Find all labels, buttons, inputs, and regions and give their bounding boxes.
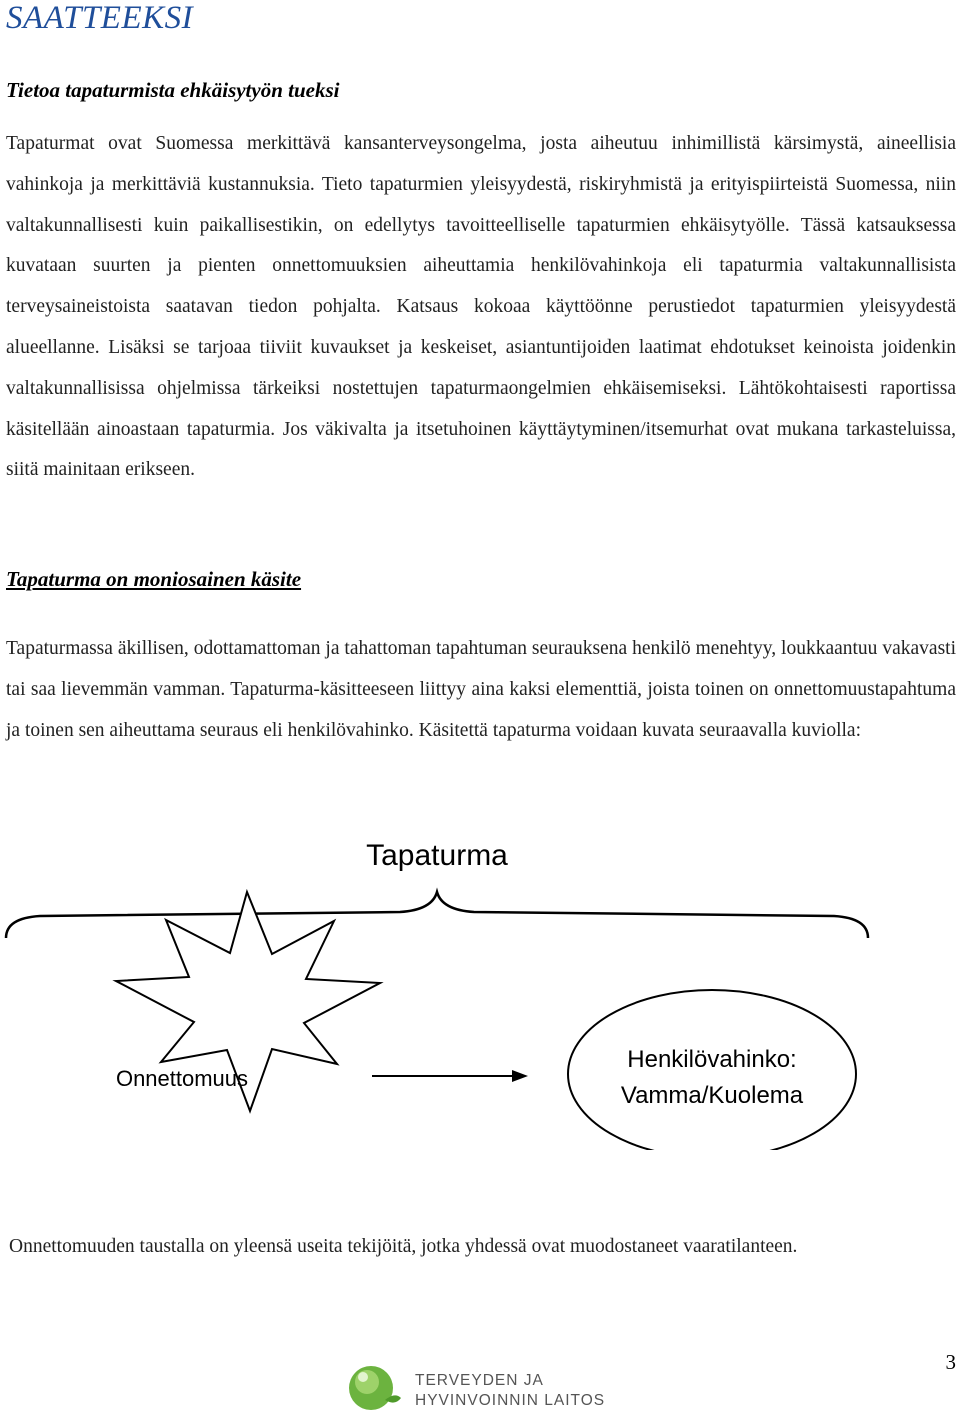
- section-heading-1: Tietoa tapaturmista ehkäisytyön tueksi: [6, 78, 340, 102]
- thl-logo: [345, 1362, 625, 1414]
- arrow-head-icon: [512, 1070, 528, 1082]
- logo-text-line-1: TERVEYDEN JA: [415, 1372, 544, 1389]
- logo-text-line-2: HYVINVOINNIN LAITOS: [415, 1392, 606, 1409]
- section-paragraph-1: Tapaturmat ovat Suomessa merkittävä kansanterveysongelma, josta aiheutuu inhimillistä kärsimystä, aineellisia vahinkoja ja merkittäviä kustannuksia. Tieto tapaturmien yleisyydestä, riskiryhmistä ja erityispiirteistä Suomessa, niin valtakunnallisesti kuin paikallisestikin, on edellytys tavoitteelliselle tapaturmien ehkäisytyölle. Tässä katsauksessa kuvataan suurten ja pienten onnettomuuksien aiheuttamia henkilövahinkoja eli tapaturmia valtakunnallisista terveysaineistoista saatavan tiedon pohjalta. Katsaus kokoaa käyttöönne perustiedot tapaturmien yleisyydestä alueellanne. Lisäksi se tarjoaa tiiviit kuvaukset ja keskeiset, asiantuntijoiden laatimat ehdotukset keinoista joidenkin valtakunnallisissa ohjelmissa tärkeiksi nostettujen tapaturmaongelmien ehkäisemiseksi. Lähtökohtaisesti raportissa käsitellään ainoastaan tapaturmia. Jos väkivalta ja itsetuhoinen käyttäytyminen/itsemurhat ovat mukana tarkasteluissa, siitä mainitaan erikseen.: [6, 133, 956, 481]
- diagram-brace: [6, 892, 868, 938]
- result-label-line-2: Vamma/Kuolema: [620, 1082, 804, 1109]
- page-number: 3: [945, 1350, 956, 1374]
- tapaturma-diagram: [0, 820, 960, 1150]
- result-label-line-1: Henkilövahinko:: [627, 1046, 797, 1073]
- page-title: SAATTEEKSI: [6, 0, 194, 36]
- diagram-caption: Onnettomuuden taustalla on yleensä useita tekijöitä, jotka yhdessä ovat muodostaneet vaaratilanteen.: [9, 1236, 798, 1257]
- diagram-title: Tapaturma: [366, 839, 508, 872]
- section-heading-2: Tapaturma on moniosainen käsite: [6, 567, 302, 591]
- section-paragraph-2: Tapaturmassa äkillisen, odottamattoman ja tahattoman tapahtuman seurauksena henkilö menehtyy, loukkaantuu vakavasti tai saa lievemmän vamman. Tapaturma-käsitteeseen liittyy aina kaksi elementtiä, joista toinen on onnettomuustapahtuma ja toinen sen aiheuttama seuraus eli henkilövahinko. Käsitettä tapaturma voidaan kuvata seuraavalla kuviolla:: [6, 638, 956, 741]
- burst-label: Onnettomuus: [115, 1066, 249, 1091]
- thl-logo-icon: [345, 1362, 407, 1414]
